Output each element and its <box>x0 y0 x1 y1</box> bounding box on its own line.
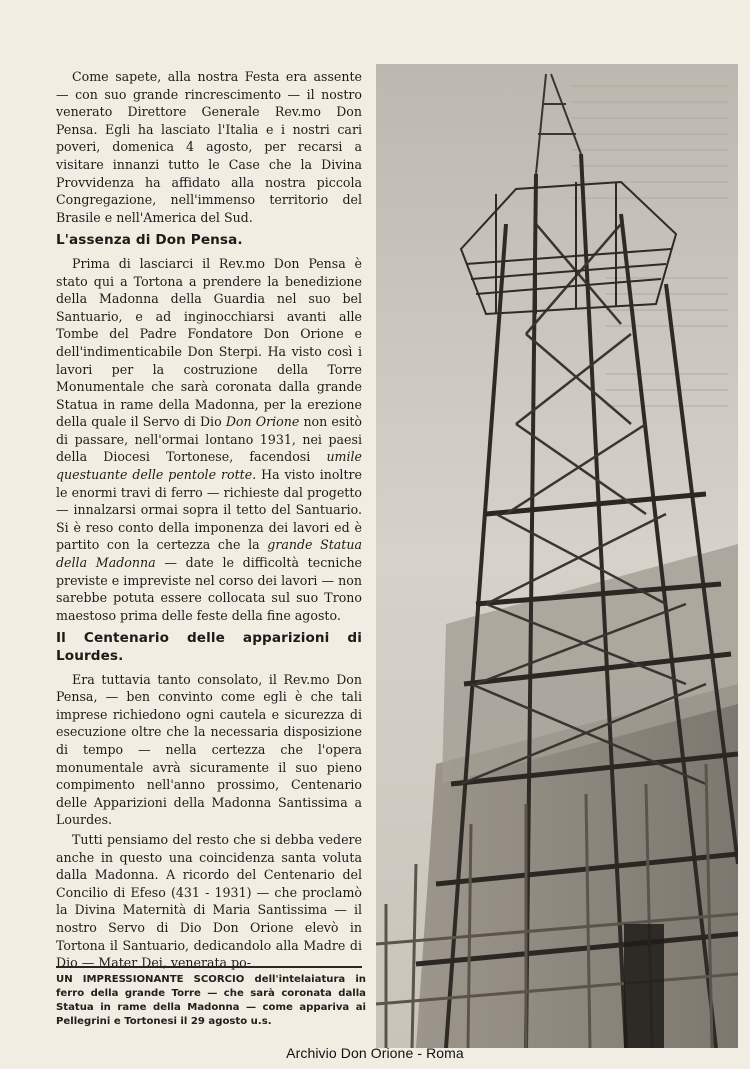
photo-caption <box>56 973 366 1029</box>
paragraph-assenza-part1: Prima di lasciarci il Rev.mo Don Pensa è stato qui a Tortona a prendere la benedizione della Madonna della Guardia nel suo bel Santuario, e ad inginocchiarsi avanti alle Tombe del Padre Fondatore Don Orione e dell'indimenticabile Don Sterpi. Ha visto così i lavori per la costruzione della Torre Monumentale che sarà coronata dalla grande Statua in rame della Madonna, per la erezione della quale il Servo di Dio <box>56 255 362 430</box>
section-heading-assenza: L'assenza di Don Pensa. <box>56 232 243 249</box>
archive-watermark: Archivio Don Orione - Roma <box>286 1045 464 1061</box>
emphasis-questuante: umile questuante delle pentole rotte. <box>56 449 362 483</box>
paragraph-centenario: Era tuttavia tanto consolato, il Rev.mo Don Pensa, — ben convinto come egli è che tali imprese richiedono ogni cautela e sicurezza di esecuzione oltre che la necessaria disposizione di tempo — nella certezza che l'opera monumentale avrà sicuramente il suo pieno compimento nell'anno prossimo, Centenario delle Apparizioni della Madonna Santissima a Lourdes. <box>56 671 362 828</box>
caption-divider <box>56 966 362 968</box>
article-column <box>56 68 362 974</box>
paragraph-assenza-part2: non esitò di passare, nell'ormai lontano 1931, nei paesi della Diocesi Tortonese, facendosi <box>56 414 362 465</box>
paragraph-assenza-part3: Ha visto inoltre le enormi travi di ferro — richieste dal progetto — innalzarsi ormai sopra il tetto del Santuario. Si è reso conto della imponenza dei lavori ed è partito con la certezza che la <box>56 467 362 553</box>
caption-lead: UN IMPRESSIONANTE SCORCIO <box>56 974 245 985</box>
section-heading-centenario: Il Centenario delle apparizioni di Lourdes. <box>56 630 362 664</box>
tower-photo <box>376 64 738 1048</box>
paragraph-efeso: Tutti pensiamo del resto che si debba vedere anche in questo una coincidenza santa voluta dalla Madonna. A ricordo del Centenario del Concilio di Efeso (431 - 1931) — che proclamò la Divina Maternità di Maria Santissima — il nostro Servo di Dio Don Orione elevò in Tortona il Santuario, dedicandolo alla Madre di Dio — Mater Dei, venerata po- <box>56 831 362 971</box>
emphasis-statua: grande Statua della Madonna <box>56 537 362 571</box>
paragraph-assenza <box>56 255 362 624</box>
paragraph-assenza-part4: — date le difficoltà tecniche previste e impreviste nel corso dei lavori — non sarebbe potuta essere collocata sul suo Trono maestoso prima delle feste della fine agosto. <box>56 555 363 623</box>
tower-scaffold-illustration <box>376 64 738 1048</box>
paragraph-intro: Come sapete, alla nostra Festa era assente — con suo grande rincrescimento — il nostro venerato Direttore Generale Rev.mo Don Pensa. Egli ha lasciato l'Italia e i nostri cari poveri, domenica 4 agosto, per recarsi a visitare innanzi tutto le Case che la Divina Provvidenza ha affidato alla nostra piccola Congregazione, nell'immenso territorio del Brasile e nell'America del Sud. <box>56 69 362 225</box>
emphasis-don-orione: Don Orione <box>225 414 300 430</box>
caption-text: dell'intelaiatura in ferro della grande Torre — che sarà coronata dalla Statua in rame della Madonna — come appariva ai Pellegrini e Tortonesi il 29 agosto u.s. <box>56 974 366 1027</box>
